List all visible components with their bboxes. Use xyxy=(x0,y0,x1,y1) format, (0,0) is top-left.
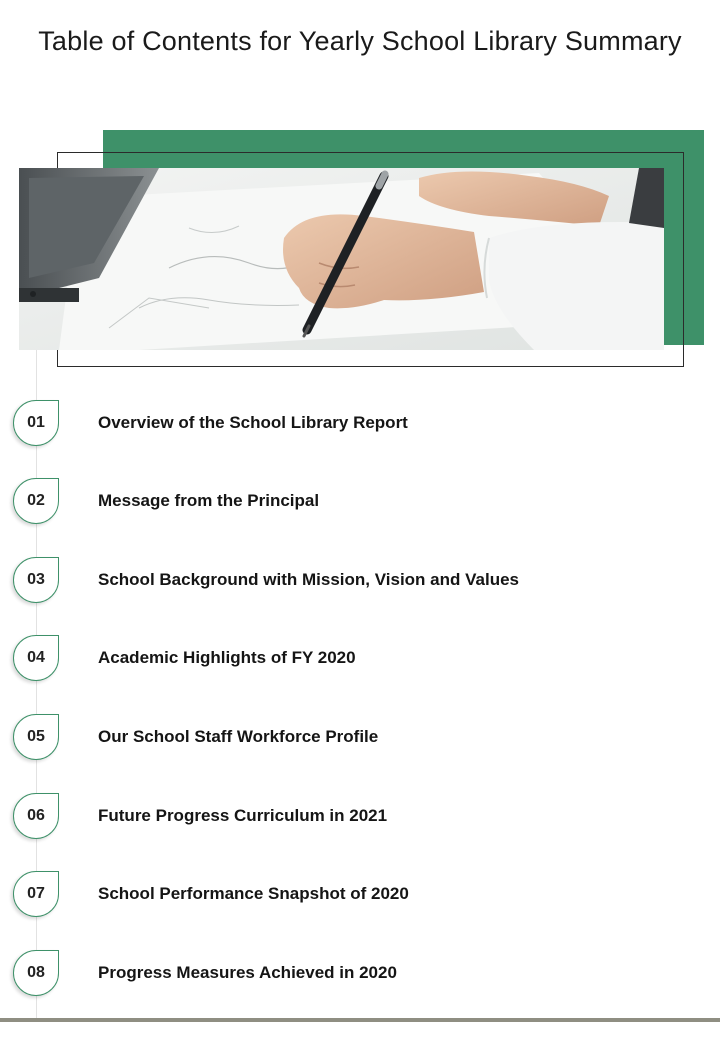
toc-label: School Background with Mission, Vision and Values xyxy=(98,570,519,589)
toc-number: 06 xyxy=(27,807,45,824)
toc-item-03[interactable] xyxy=(13,557,693,605)
hero-photo xyxy=(19,168,664,350)
toc-number: 01 xyxy=(27,414,45,431)
toc-label: Progress Measures Achieved in 2020 xyxy=(98,963,397,982)
page-title: Table of Contents for Yearly School Library Summary xyxy=(38,26,682,56)
toc-number: 07 xyxy=(27,885,45,902)
toc-number: 08 xyxy=(27,964,45,981)
toc-number: 03 xyxy=(27,571,45,588)
toc-number: 02 xyxy=(27,492,45,509)
toc-item-04[interactable] xyxy=(13,635,693,683)
toc-item-05[interactable] xyxy=(13,714,693,762)
toc-number: 05 xyxy=(27,728,45,745)
toc-label: Our School Staff Workforce Profile xyxy=(98,727,379,746)
toc-item-01[interactable] xyxy=(13,400,693,448)
toc-label: Academic Highlights of FY 2020 xyxy=(98,648,356,667)
toc-item-02[interactable] xyxy=(13,478,693,526)
toc-label: Message from the Principal xyxy=(98,491,320,510)
toc-label: Future Progress Curriculum in 2021 xyxy=(98,806,388,825)
hand-writing-with-pen-icon xyxy=(19,168,664,350)
toc-label: Overview of the School Library Report xyxy=(98,413,408,432)
timeline-connector xyxy=(36,350,37,1020)
toc-item-06[interactable] xyxy=(13,793,693,841)
toc-number: 04 xyxy=(27,649,45,666)
bottom-divider xyxy=(0,1018,720,1022)
toc-label: School Performance Snapshot of 2020 xyxy=(98,884,409,903)
toc-item-07[interactable] xyxy=(13,871,693,919)
toc-item-08[interactable] xyxy=(13,950,693,998)
